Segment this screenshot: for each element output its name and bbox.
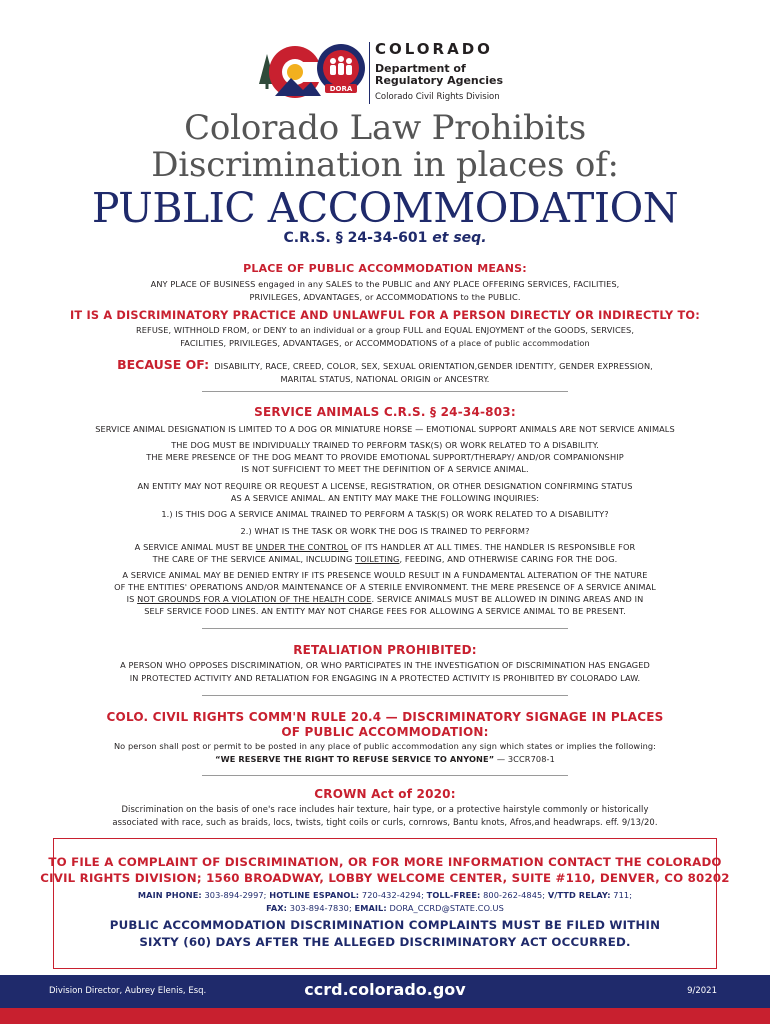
service-animals-p2c: IS NOT SUFFICIENT TO MEET THE DEFINITION OF A SERVICE ANIMAL. [241,464,529,474]
main-phone-label: MAIN PHONE: [137,890,202,900]
crown-line1: Discrimination on the basis of one's race includes hair texture, hair type, or a protective hairstyle commonly or historically [121,804,649,814]
rule-quote-line [0,753,770,766]
service-animals-q1: 1.) IS THIS DOG A SERVICE ANIMAL TRAINED TO PERFORM A TASK(S) OR WORK RELATED TO A DISABILITY? [161,509,609,519]
service-animals-p5d: SELF SERVICE FOOD LINES. AN ENTITY MAY NOT CHARGE FEES FOR ALLOWING A SERVICE ANIMAL TO BE PRESENT. [144,606,626,616]
because-of-text1: DISABILITY, RACE, CREED, COLOR, SEX, SEXUAL ORIENTATION,GENDER IDENTITY, GENDER EXPRESSION, [214,361,653,371]
service-animals-p5b: OF THE ENTITIES' OPERATIONS AND/OR MAINTENANCE OF A STERILE ENVIRONMENT. THE MERE PRESENCE OF A SERVICE ANIMAL [114,582,656,592]
service-animals-p4b [0,553,770,566]
vttd-label: V/TTD RELAY: [547,890,611,900]
email-label: EMAIL: [354,903,387,913]
divider [202,695,568,696]
means-line1: ANY PLACE OF BUSINESS engaged in any SALES to the PUBLIC and ANY PLACE OFFERING SERVICES, FACILITIES, [150,279,620,289]
tollfree-label: TOLL-FREE: [426,890,481,900]
colorado-c-logo-icon [253,36,371,108]
rule-heading2: OF PUBLIC ACCOMMODATION: [281,725,489,739]
fax-label: FAX: [266,903,288,913]
deadline-line2: SIXTY (60) DAYS AFTER THE ALLEGED DISCRIMINATORY ACT OCCURRED. [139,935,631,949]
crown-heading: CROWN Act of 2020: [314,787,456,801]
tollfree-value: 800-262-4845; [480,890,548,900]
service-animals-q2: 2.) WHAT IS THE TASK OR WORK THE DOG IS TRAINED TO PERFORM? [240,526,530,536]
service-animals-p5a: A SERVICE ANIMAL MAY BE DENIED ENTRY IF ITS PRESENCE WOULD RESULT IN A FUNDAMENTAL ALTERATION OF THE NATURE [122,570,648,580]
email-value: DORA_CCRD@STATE.CO.US [386,903,504,913]
because-of-label: BECAUSE OF: [117,357,210,372]
service-animals-p1: SERVICE ANIMAL DESIGNATION IS LIMITED TO A DOG OR MINIATURE HORSE — EMOTIONAL SUPPORT ANIMALS ARE NOT SERVICE ANIMALS [95,424,675,434]
crs-prefix: C.R.S. § 24-34-601 [283,230,433,246]
title-public-accommodation: PUBLIC ACCOMMODATION [91,184,679,232]
p4a-post: OF ITS HANDLER AT ALL TIMES. THE HANDLER IS RESPONSIBLE FOR [348,542,636,552]
dora-logo [253,36,523,108]
complaint-heading2: CIVIL RIGHTS DIVISION; 1560 BROADWAY, LOBBY WELCOME CENTER, SUITE #110, DENVER, CO 80202 [40,871,730,885]
p5c-pre: IS [126,594,138,604]
because-of-line1 [0,354,770,373]
service-animals-p2a: THE DOG MUST BE INDIVIDUALLY TRAINED TO PERFORM TASK(S) OR WORK RELATED TO A DISABILITY. [171,440,599,450]
title-line2: Discrimination in places of: [151,145,619,185]
divider [202,628,568,629]
rule-cite: — 3CCR708-1 [494,754,555,764]
dora-badge: DORA [329,85,353,93]
hotline-label: HOTLINE ESPANOL: [269,890,360,900]
logo-division: Colorado Civil Rights Division [375,92,500,102]
logo-dept-line2: Regulatory Agencies [375,74,504,87]
p5c-post: . SERVICE ANIMALS MUST BE ALLOWED IN DINING AREAS AND IN [371,594,644,604]
rule-heading1: COLO. CIVIL RIGHTS COMM'N RULE 20.4 — DISCRIMINATORY SIGNAGE IN PLACES [106,710,664,724]
title-line1: Colorado Law Prohibits [184,108,586,148]
service-animals-p3b: AS A SERVICE ANIMAL. AN ENTITY MAY MAKE THE FOLLOWING INQUIRIES: [230,493,540,503]
footer-director: Division Director, Aubrey Elenis, Esq. [49,986,207,996]
hotline-value: 720-432-4294; [359,890,427,900]
retaliation-line1: A PERSON WHO OPPOSES DISCRIMINATION, OR WHO PARTICIPATES IN THE INVESTIGATION OF DISCRIMINATION HAS ENGAGED [120,660,650,670]
deadline-line1: PUBLIC ACCOMMODATION DISCRIMINATION COMPLAINTS MUST BE FILED WITHIN [109,918,661,932]
footer-red-stripe [0,1008,770,1024]
means-line2: PRIVILEGES, ADVANTAGES, or ACCOMMODATIONS to the PUBLIC. [249,292,521,302]
logo-colorado: COLORADO [375,40,493,58]
means-heading: PLACE OF PUBLIC ACCOMMODATION MEANS: [243,262,527,275]
p4b-underline: TOILETING [355,554,400,564]
complaint-heading1: TO FILE A COMPLAINT OF DISCRIMINATION, OR FOR MORE INFORMATION CONTACT THE COLORADO [48,855,722,869]
fax-value: 303-894-7830; [287,903,355,913]
p5c-underline: NOT GROUNDS FOR A VIOLATION OF THE HEALTH CODE [137,594,372,604]
logo-dept-line1: Department of [375,62,466,75]
crown-line2: associated with race, such as braids, locs, twists, tight coils or curls, cornrows, Bantu knots, Afros,and headwraps. eff. 9/13/20. [112,817,658,827]
crs-et-seq: et seq. [432,230,487,246]
p4b-post: , FEEDING, AND OTHERWISE CARING FOR THE DOG. [399,554,618,564]
divider [202,391,568,392]
retaliation-line2: IN PROTECTED ACTIVITY AND RETALIATION FOR ENGAGING IN A PROTECTED ACTIVITY IS PROHIBITED BY COLORADO LAW. [129,673,641,683]
practice-heading: IT IS A DISCRIMINATORY PRACTICE AND UNLAWFUL FOR A PERSON DIRECTLY OR INDIRECTLY TO: [70,309,700,322]
rule-line1: No person shall post or permit to be posted in any place of public accommodation any sign which states or implies the following: [113,741,657,751]
rule-quote: “WE RESERVE THE RIGHT TO REFUSE SERVICE TO ANYONE” [215,754,495,764]
p4a-underline: UNDER THE CONTROL [255,542,349,552]
divider [202,775,568,776]
p4a-pre: A SERVICE ANIMAL MUST BE [134,542,256,552]
practice-line1: REFUSE, WITHHOLD FROM, or DENY to an individual or a group FULL and EQUAL ENJOYMENT of the GOODS, SERVICES, [135,325,635,335]
practice-line2: FACILITIES, PRIVILEGES, ADVANTAGES, or ACCOMMODATIONS of a place of public accommodation [180,338,590,348]
footer-date: 9/2021 [687,986,717,996]
retaliation-heading: RETALIATION PROHIBITED: [293,643,477,657]
service-animals-heading: SERVICE ANIMALS C.R.S. § 24-34-803: [254,405,516,419]
complaint-fax-email [0,902,770,915]
because-of-line2: MARITAL STATUS, NATIONAL ORIGIN or ANCESTRY. [280,374,490,384]
footer-bar [0,975,770,1008]
service-animals-p3a: AN ENTITY MAY NOT REQUIRE OR REQUEST A LICENSE, REGISTRATION, OR OTHER DESIGNATION CONFIRMING STATUS [137,481,633,491]
service-animals-p2b: THE MERE PRESENCE OF THE DOG MEANT TO PROVIDE EMOTIONAL SUPPORT/THERAPY/ AND/OR COMPANIONSHIP [146,452,624,462]
p4b-pre: THE CARE OF THE SERVICE ANIMAL, INCLUDING [152,554,356,564]
vttd-value: 711; [610,890,633,900]
footer-website-link[interactable]: ccrd.colorado.gov [304,980,466,999]
complaint-phones [0,889,770,902]
crs-citation [0,230,770,246]
main-phone-value: 303-894-2997; [201,890,270,900]
